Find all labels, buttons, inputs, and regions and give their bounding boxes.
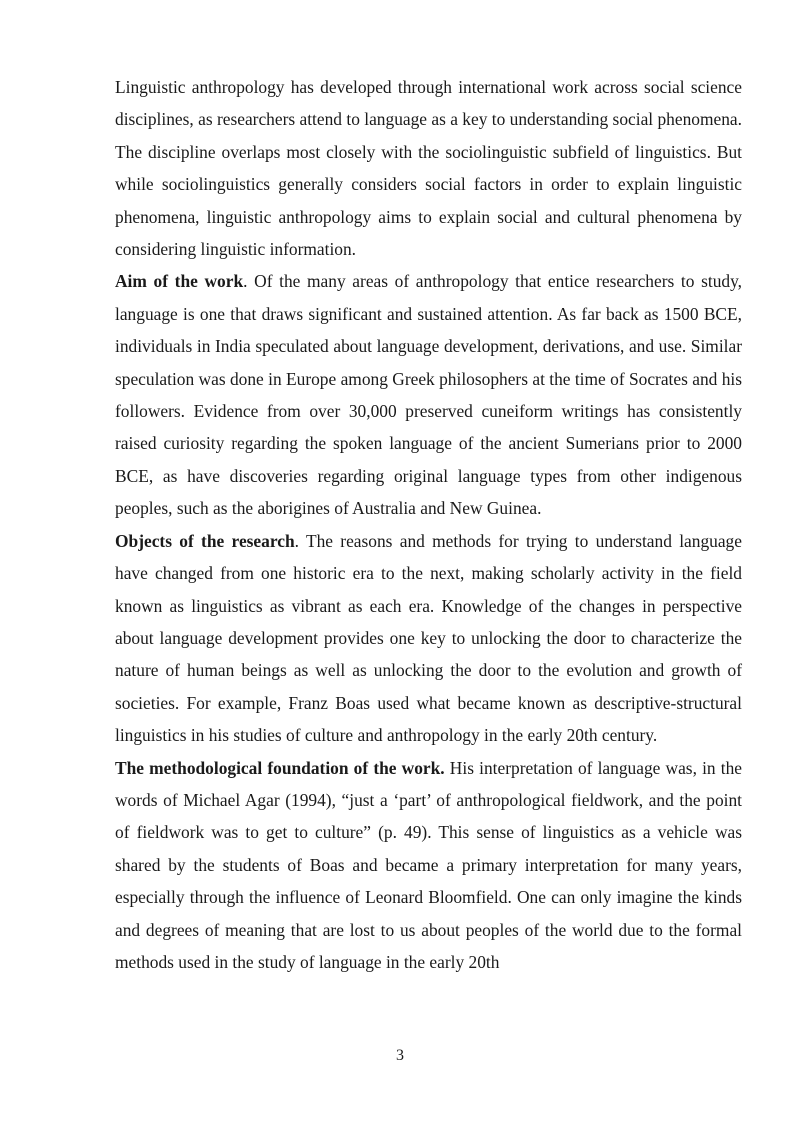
heading-objects-of-the-research: Objects of the research <box>115 530 295 551</box>
paragraph-aim <box>115 265 742 524</box>
paragraph-intro-text: Linguistic anthropology has developed through international work across social science disciplines, as researchers attend to language as a key to understanding social phenomena. The discipline overlaps most closely with the sociolinguistic subfield of linguistics. But while sociolinguistics generally considers social factors in order to explain linguistic phenomena, linguistic anthropology aims to explain social and cultural phenomena by considering linguistic information. <box>115 77 742 260</box>
paragraph-methodology <box>115 752 742 979</box>
heading-methodological-foundation: The methodological foundation of the work. <box>115 757 445 778</box>
paragraph-objects-text: . The reasons and methods for trying to understand language have changed from one historic era to the next, making scholarly activity in the field known as linguistics as vibrant as each era. Knowledge of the changes in perspective about language development provides one key to unlocking the door to characterize the nature of human beings as well as unlocking the door to the evolution and growth of societies. For example, Franz Boas used what became known as descriptive-structural linguistics in his studies of culture and anthropology in the early 20th century. <box>115 530 742 746</box>
paragraph-intro <box>115 71 742 265</box>
page-number: 3 <box>396 1047 404 1064</box>
heading-aim-of-the-work: Aim of the work <box>115 271 244 292</box>
paragraph-methodology-text: His interpretation of language was, in the words of Michael Agar (1994), “just a ‘part’ of anthropological fieldwork, and the point of fieldwork was to get to culture” (p. 49). This sense of linguistics as a vehicle was shared by the students of Boas and became a primary interpretation for many years, especially through the influence of Leonard Bloomfield. One can only imagine the kinds and degrees of meaning that are lost to us about peoples of the world due to the formal methods used in the study of language in the early 20th <box>115 757 742 972</box>
paragraph-objects <box>115 525 742 752</box>
paragraph-aim-text: . Of the many areas of anthropology that entice researchers to study, language is one that draws significant and sustained attention. As far back as 1500 BCE, individuals in India speculated about language development, derivations, and use. Similar speculation was done in Europe among Greek philosophers at the time of Socrates and his followers. Evidence from over 30,000 preserved cuneiform writings has consistently raised curiosity regarding the spoken language of the ancient Sumerians prior to 2000 BCE, as have discoveries regarding original language types from other indigenous peoples, such as the aborigines of Australia and New Guinea. <box>115 271 742 519</box>
body-text <box>115 71 742 978</box>
